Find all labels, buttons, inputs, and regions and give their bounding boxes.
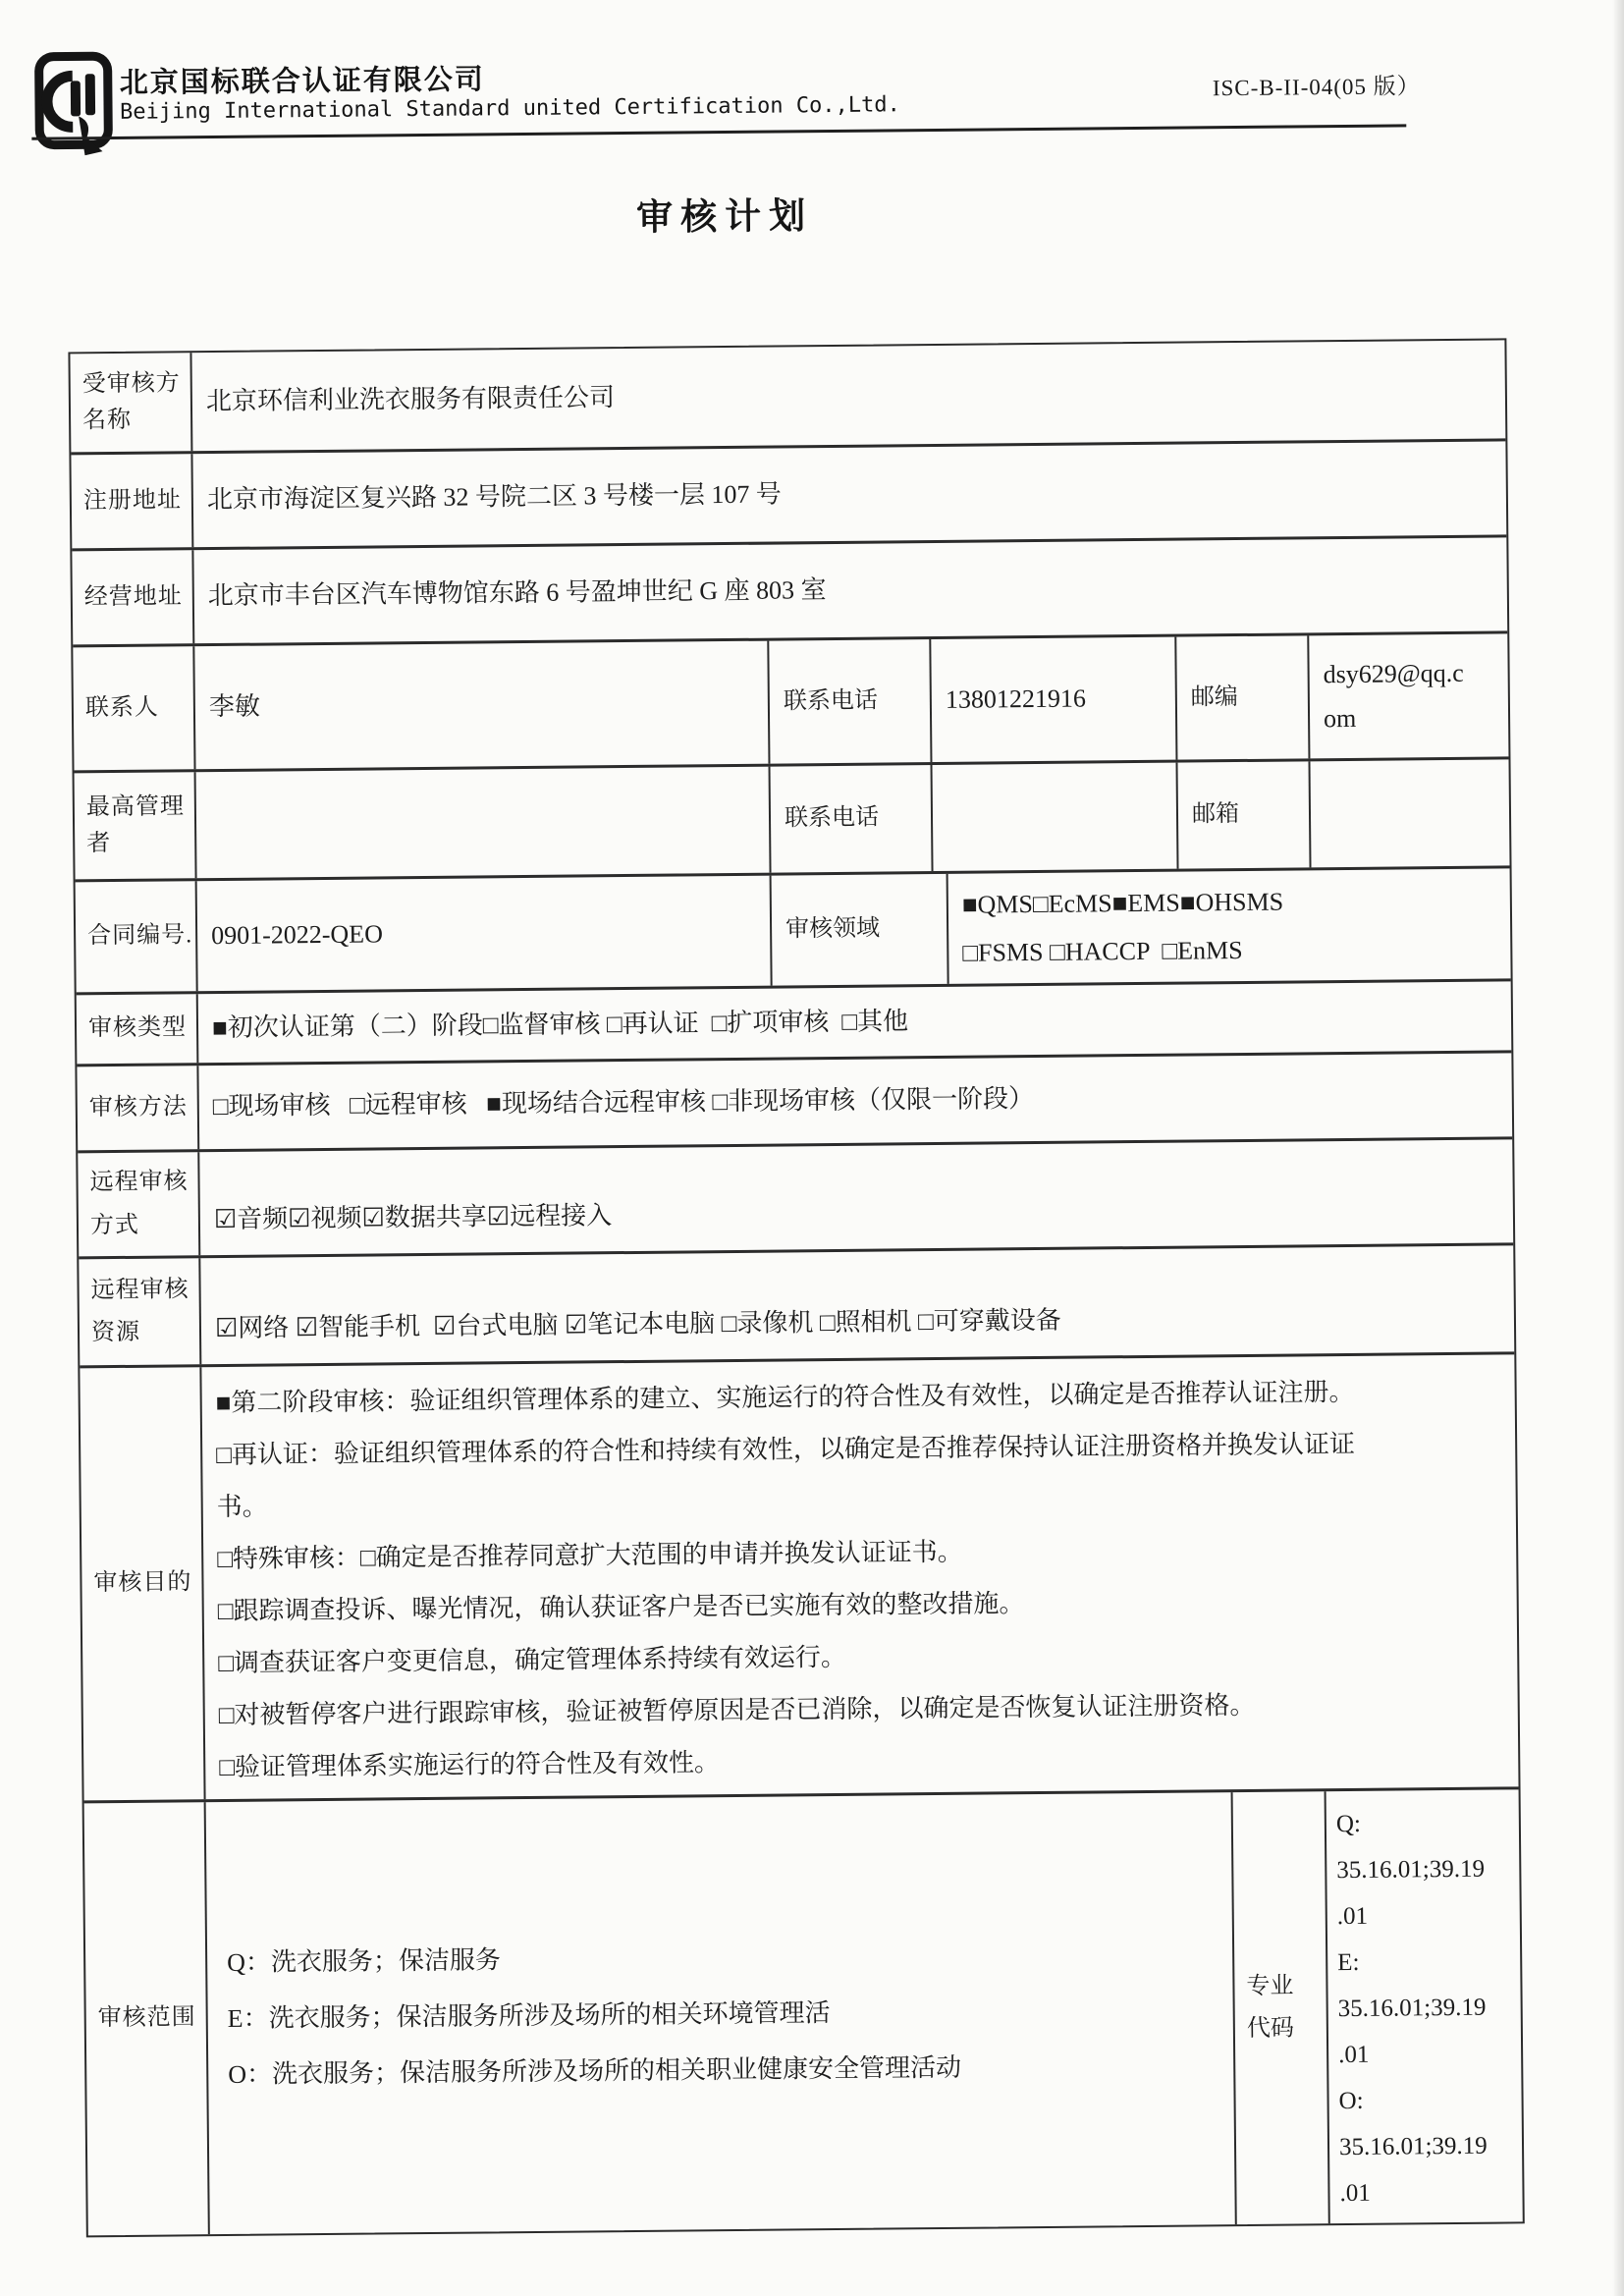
- top-manager-email-value: [1308, 759, 1509, 867]
- row-contract-number: [76, 865, 1511, 992]
- audit-scope-line-o: O：洗衣服务；保洁服务所涉及场所的相关职业健康安全管理活动: [228, 2052, 962, 2089]
- document-code: ISC-B-II-04(05 版）: [1212, 74, 1421, 101]
- audit-domain-line-2: □FSMS □HACCP □EnMS: [962, 935, 1243, 967]
- company-logo: [32, 51, 120, 161]
- business-address-label: 经营地址: [83, 583, 183, 611]
- row-audit-method: [77, 1050, 1512, 1150]
- contact-label: 联系人: [84, 694, 160, 722]
- auditee-name-label: 受审核方名称: [81, 370, 181, 434]
- audit-scope-line-e: E：洗衣服务；保洁服务所涉及场所的相关环境管理活: [227, 1997, 831, 2033]
- row-registered-address: [71, 438, 1506, 548]
- audit-domain-checkboxes: [947, 868, 1511, 984]
- audit-type-label: 审核类型: [87, 1014, 188, 1042]
- audit-purpose-line: □再认证：验证组织管理体系的符合性和持续有效性，以确定是否推荐保持认证注册资格并换发认证证: [216, 1429, 1356, 1470]
- registered-address-value: 北京市海淀区复兴路 32 号院二区 3 号楼一层 107 号: [190, 441, 1506, 547]
- audit-purpose-lines: [199, 1354, 1518, 1799]
- contact-phone-value: 13801221916: [929, 637, 1175, 762]
- remote-resource-label: 远程审核资源: [90, 1277, 189, 1346]
- row-remote-resource: [79, 1242, 1514, 1365]
- remote-method-label: 远程审核方式: [89, 1169, 189, 1238]
- business-address-value: 北京市丰台区汽车博物馆东路 6 号盈坤世纪 G 座 803 室: [191, 537, 1507, 643]
- remote-method-checkboxes: ☑音频☑视频☑数据共享☑远程接入: [197, 1139, 1513, 1255]
- remote-resource-checkboxes: ☑网络 ☑智能手机 ☑台式电脑 ☑笔记本电脑 □录像机 □照相机 □可穿戴设备: [198, 1245, 1514, 1364]
- industry-code-line: 35.16.01;39.19: [1336, 1855, 1486, 1885]
- audit-domain-label: 审核领域: [770, 874, 947, 986]
- industry-code-line: 35.16.01;39.19: [1337, 1994, 1487, 2023]
- industry-code-line: Q:: [1335, 1810, 1362, 1838]
- audit-scope-lines: [204, 1792, 1235, 2234]
- audit-purpose-line: 书。: [216, 1492, 268, 1522]
- audit-scope-label: 审核范围: [97, 2004, 196, 2032]
- audit-domain-line-1: ■QMS□EcMS■EMS■OHSMS: [961, 887, 1284, 919]
- registered-address-label: 注册地址: [82, 487, 183, 515]
- industry-code-line: O:: [1338, 2087, 1364, 2115]
- auditee-name-value: 北京环信利业洗衣服务有限责任公司: [189, 340, 1505, 451]
- audit-purpose-line: □特殊审核：□确定是否推荐同意扩大范围的申请并换发认证证书。: [217, 1537, 963, 1574]
- audit-purpose-line: □对被暂停客户进行跟踪审核，验证被暂停原因是否已消除，以确定是否恢复认证注册资格。: [218, 1690, 1256, 1730]
- industry-code-label: 专业代码: [1231, 1791, 1328, 2224]
- top-manager-name-value: [194, 767, 770, 879]
- company-name-en: Beijing International Standard united Certification Co.,Ltd.: [119, 92, 900, 125]
- contract-number-label: 合同编号.: [87, 922, 193, 950]
- header-divider: [31, 124, 1406, 139]
- industry-code-values: [1325, 1789, 1523, 2223]
- industry-code-line: .01: [1339, 2179, 1371, 2208]
- audit-method-label: 审核方法: [88, 1094, 188, 1121]
- top-manager-label: 最高管理者: [85, 793, 186, 857]
- top-manager-phone-value: [931, 763, 1177, 871]
- row-top-manager: [75, 756, 1510, 879]
- top-manager-phone-label: 联系电话: [769, 765, 932, 873]
- contact-name-value: 李敏: [192, 641, 768, 770]
- company-name-cn: 北京国标联合认证有限公司: [119, 64, 485, 99]
- row-remote-method: [78, 1136, 1513, 1256]
- industry-code-line: .01: [1338, 2041, 1370, 2069]
- row-audit-purpose: [80, 1351, 1518, 1800]
- page-title: 审核计划: [635, 196, 814, 239]
- audit-purpose-line: □跟踪调查投诉、曝光情况，确认获证客户是否已实施有效的整改措施。: [217, 1589, 1025, 1626]
- contact-phone-label: 联系电话: [767, 639, 930, 764]
- top-manager-email-label: 邮箱: [1175, 761, 1309, 868]
- industry-code-line: E:: [1337, 1948, 1360, 1977]
- industry-code-line: .01: [1336, 1902, 1369, 1931]
- scan-edge-shadow: [1612, 0, 1624, 2296]
- audit-purpose-line: ■第二阶段审核：验证组织管理体系的建立、实施运行的符合性及有效性，以确定是否推荐认证注册。: [215, 1377, 1355, 1418]
- row-audit-scope: [84, 1786, 1523, 2235]
- audit-purpose-label: 审核目的: [93, 1569, 192, 1597]
- audit-type-checkboxes: ■初次认证第（二）阶段□监督审核 □再认证 □扩项审核 □其他: [196, 981, 1512, 1063]
- row-audit-type: [77, 978, 1512, 1064]
- audit-method-checkboxes: □现场审核 □远程审核 ■现场结合远程审核 □非现场审核（仅限一阶段）: [196, 1053, 1512, 1149]
- industry-code-line: 35.16.01;39.19: [1338, 2132, 1488, 2161]
- audit-purpose-line: □验证管理体系实施运行的符合性及有效性。: [219, 1748, 721, 1782]
- audit-plan-table: [68, 338, 1524, 2237]
- audit-scope-line-q: Q：洗衣服务；保洁服务: [227, 1944, 502, 1977]
- row-contact: [73, 630, 1508, 770]
- row-auditee-name: [70, 340, 1505, 452]
- audit-purpose-line: □调查获证客户变更信息，确定管理体系持续有效运行。: [218, 1642, 847, 1678]
- contact-postcode-label: 邮编: [1174, 635, 1308, 759]
- row-business-address: [72, 534, 1507, 644]
- company-logo-icon: [32, 51, 120, 156]
- contact-postcode-value: dsy629@qq.com: [1307, 633, 1508, 758]
- contract-number-value: 0901-2022-QEO: [195, 876, 771, 992]
